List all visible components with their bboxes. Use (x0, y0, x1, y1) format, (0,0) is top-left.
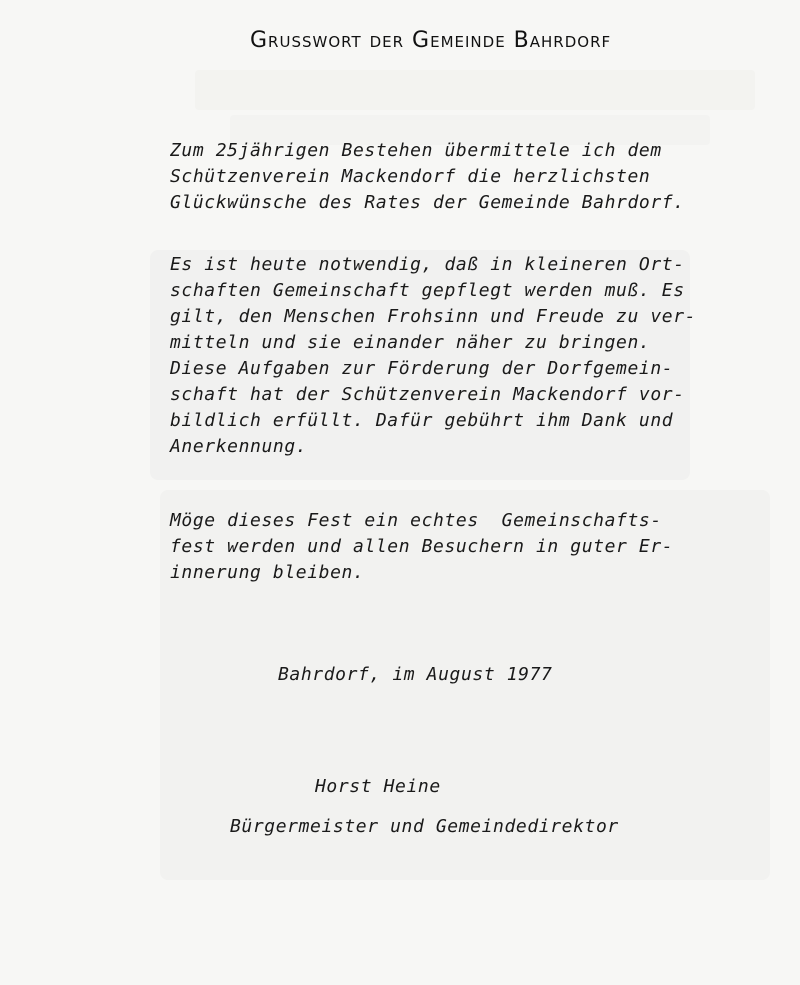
page-title: Grusswort der Gemeinde Bahrdorf (250, 28, 612, 53)
paragraph-congratulations: Zum 25jährigen Bestehen übermittele ich dem Schützenverein Mackendorf die herzlichsten Glückwünsche des Rates der Gemeinde Bahrdorf. (170, 140, 685, 213)
paragraph-wishes: Möge dieses Fest ein echtes Gemeinschafts- fest werden und allen Besuchern in guter Er- innerung bleiben. (170, 510, 674, 583)
signer-name: Horst Heine (315, 776, 441, 797)
paragraph-community: Es ist heute notwendig, daß in kleineren Ort- schaften Gemeinschaft gepflegt werden muß. Es gilt, den Menschen Frohsinn und Freude zu ver- mitteln und sie einander näher zu bringen. Diese Aufgaben zur Förderung der Dorfgemein- schaft hat der Schützenverein Mackendorf vor- bildlich erfüllt. Dafür gebührt ihm Dank und Anerkennung. (170, 254, 697, 457)
place-date: Bahrdorf, im August 1977 (278, 664, 553, 685)
bleed-through-shadow (195, 70, 755, 110)
signer-role: Bürgermeister und Gemeindedirektor (230, 816, 619, 837)
